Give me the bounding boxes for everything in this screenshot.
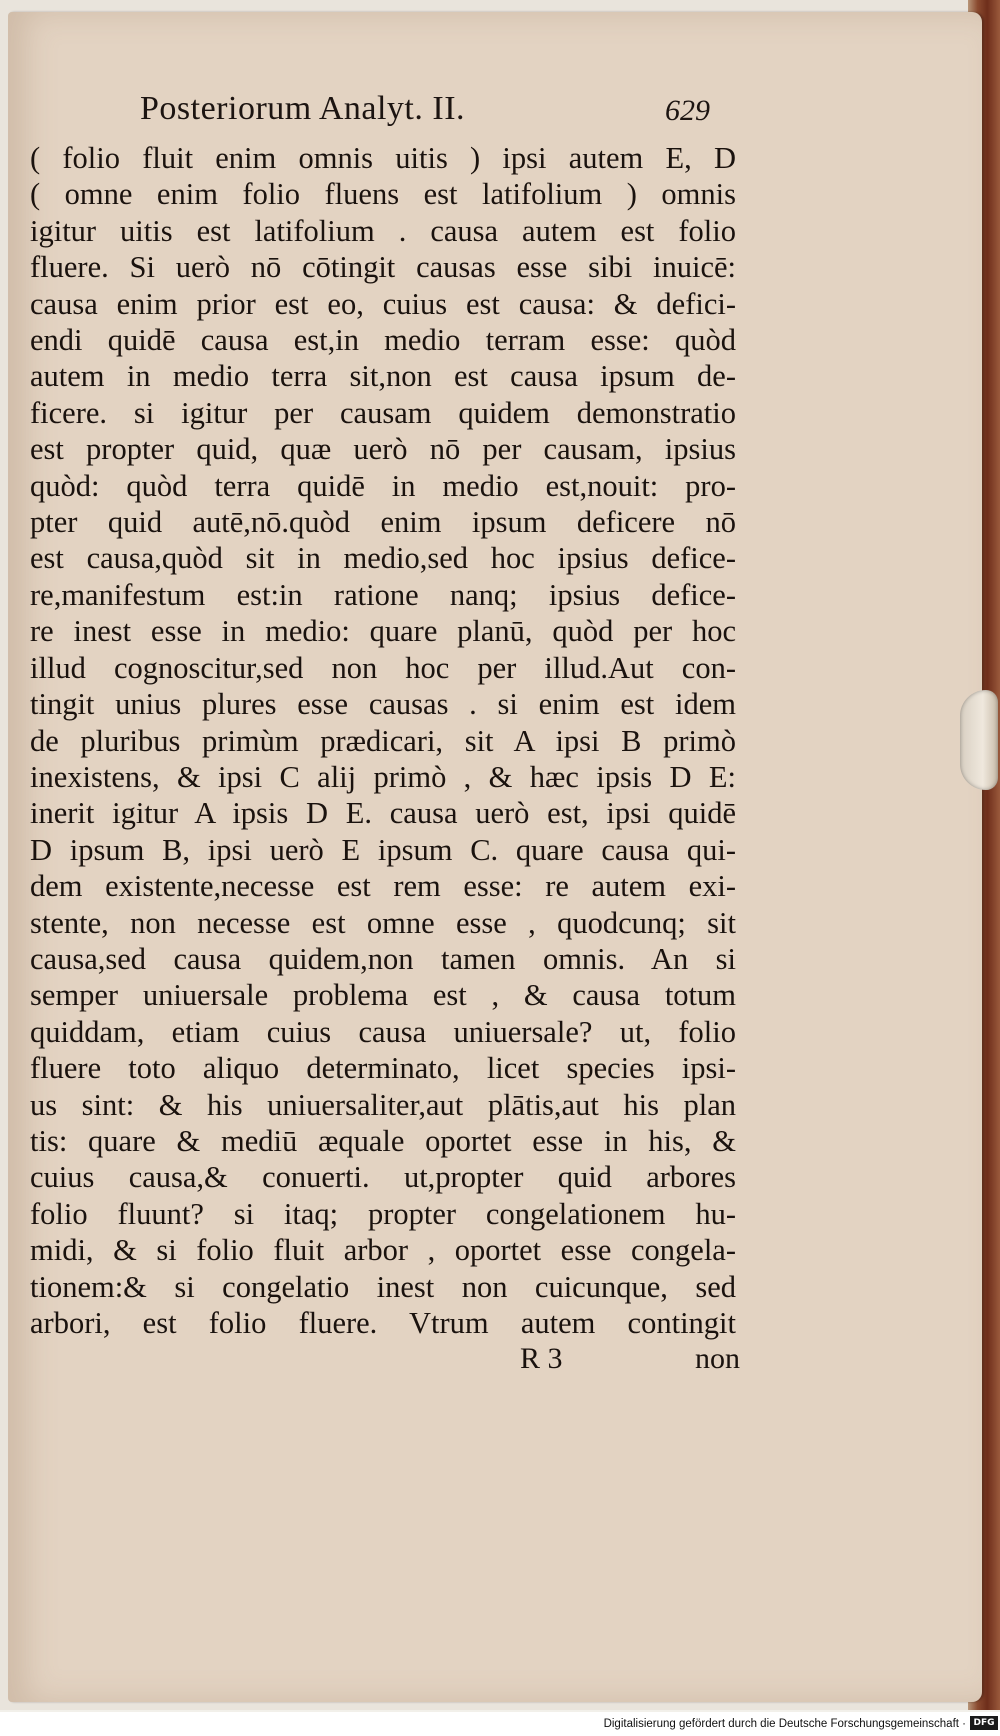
text-line: fluere. Si uerò nō cōtingit causas esse sibi inuicē: <box>30 250 736 285</box>
text-line: tis: quare & mediū æquale oportet esse in his, & <box>30 1123 736 1158</box>
text-line: endi quidē causa est,in medio terram esse: quòd <box>30 323 736 358</box>
running-head <box>140 90 710 140</box>
text-line: D ipsum B, ipsi uerò E ipsum C. quare causa qui- <box>30 832 736 867</box>
page-tab <box>960 690 998 790</box>
dfg-logo: DFG <box>970 1716 998 1730</box>
page-number: 629 <box>665 94 710 127</box>
digitization-footer <box>0 1712 1000 1736</box>
funding-credit: Digitalisierung gefördert durch die Deutsche Forschungsgemeinschaft · <box>603 1718 966 1730</box>
text-line: inerit igitur A ipsis D E. causa uerò est, ipsi quidē <box>30 796 736 831</box>
text-line: arbori, est folio fluere. Vtrum autem contingit <box>30 1306 736 1340</box>
text-line: folio fluunt? si itaq; propter congelationem hu- <box>30 1196 736 1231</box>
text-line: ficere. si igitur per causam quidem demonstratio <box>30 395 736 430</box>
text-line: us sint: & his uniuersaliter,aut plātis,aut his plan <box>30 1087 736 1122</box>
text-line: est propter quid, quæ uerò nō per causam, ipsius <box>30 432 736 467</box>
text-line: tingit unius plures esse causas . si enim est idem <box>30 687 736 722</box>
text-line: stente, non necesse est omne esse , quodcunq; sit <box>30 905 736 940</box>
text-line: causa,sed causa quidem,non tamen omnis. An si <box>30 941 736 976</box>
catchword: non <box>695 1342 740 1375</box>
text-line: ( folio fluit enim omnis uitis ) ipsi autem E, D <box>30 141 736 175</box>
text-line: causa enim prior est eo, cuius est causa: & defici- <box>30 286 736 321</box>
text-line: re inest esse in medio: quare planū, quòd per hoc <box>30 614 736 649</box>
text-line: tionem:& si congelatio inest non cuicunque, sed <box>30 1269 736 1304</box>
text-line: quiddam, etiam cuius causa uniuersale? ut, folio <box>30 1014 736 1049</box>
text-line: semper uniuersale problema est , & causa totum <box>30 978 736 1013</box>
text-line: igitur uitis est latifolium . causa autem est folio <box>30 213 736 248</box>
text-line: midi, & si folio fluit arbor , oportet esse congela- <box>30 1233 736 1268</box>
text-line: inexistens, & ipsi C alij primò , & hæc ipsis D E: <box>30 759 736 794</box>
text-line: re,manifestum est:in ratione nanq; ipsius defice- <box>30 577 736 612</box>
text-line: fluere toto aliquo determinato, licet species ipsi- <box>30 1051 736 1086</box>
text-line: ( omne enim folio fluens est latifolium ) omnis <box>30 177 736 212</box>
text-line: autem in medio terra sit,non est causa ipsum de- <box>30 359 736 394</box>
text-line: est causa,quòd sit in medio,sed hoc ipsius defice- <box>30 541 736 576</box>
signature-mark: R 3 <box>520 1342 563 1375</box>
catchline <box>520 1342 740 1382</box>
text-line: pter quid autē,nō.quòd enim ipsum deficere nō <box>30 505 736 540</box>
text-line: illud cognoscitur,sed non hoc per illud.Aut con- <box>30 650 736 685</box>
running-title: Posteriorum Analyt. II. <box>140 90 466 127</box>
text-line: cuius causa,& conuerti. ut,propter quid arbores <box>30 1160 736 1195</box>
text-line: de pluribus primùm prædicari, sit A ipsi B primò <box>30 723 736 758</box>
text-line: dem existente,necesse est rem esse: re autem exi- <box>30 869 736 904</box>
text-line: quòd: quòd terra quidē in medio est,nouit: pro- <box>30 468 736 503</box>
body-text <box>30 140 736 1341</box>
